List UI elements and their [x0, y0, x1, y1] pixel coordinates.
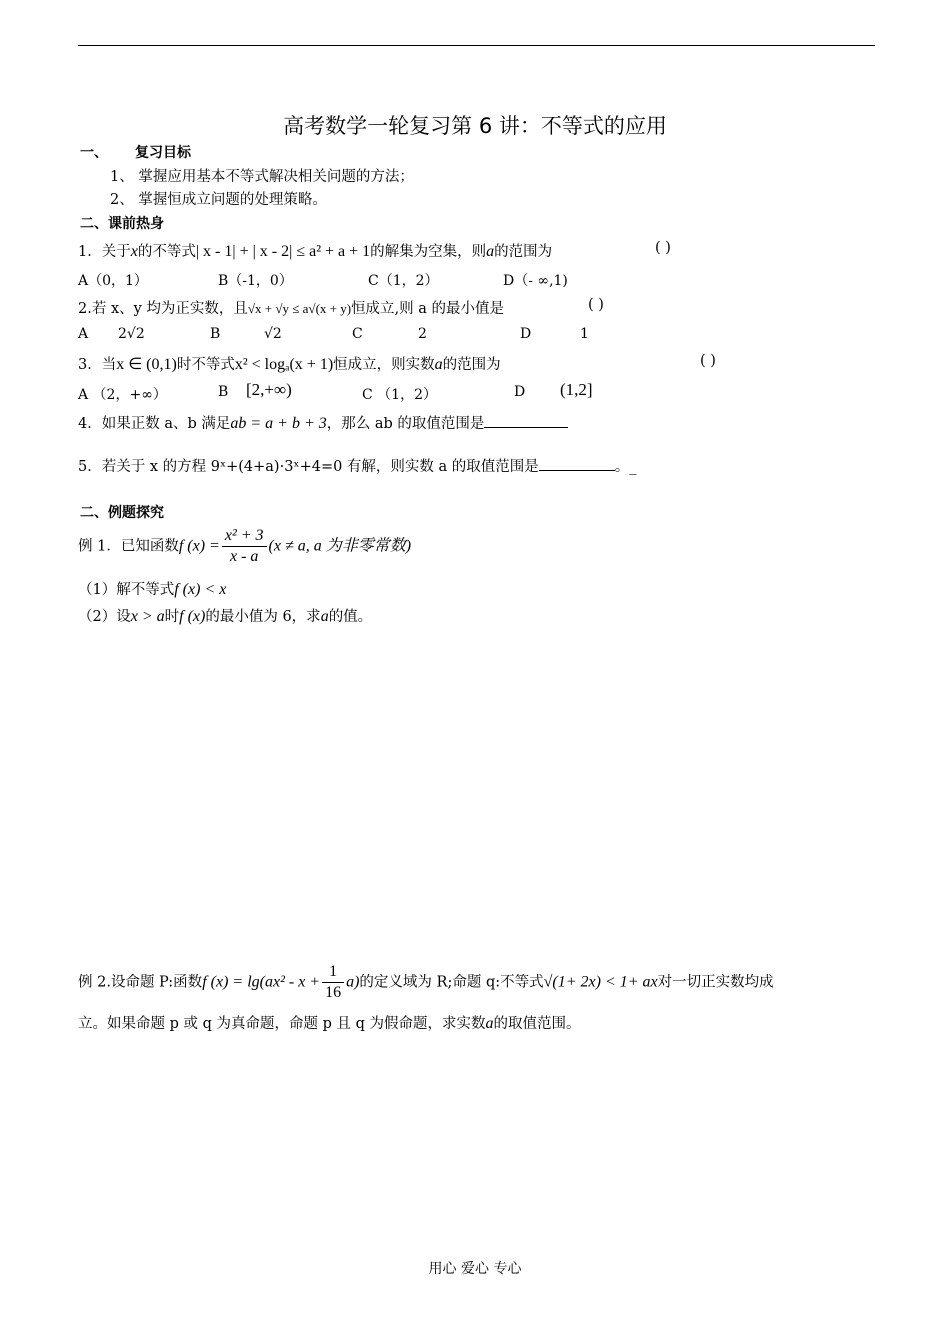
- q3-option-d-value: (1,2]: [560, 380, 593, 399]
- ex1-p2-expression: f (x): [179, 608, 206, 625]
- question-5: [78, 455, 637, 476]
- ex1-p2-condition: x > a: [130, 608, 165, 625]
- q2-option-b-value: √2: [264, 326, 282, 342]
- q1-var-x: x: [130, 243, 138, 260]
- section-3-heading: 二、例题探究: [80, 505, 164, 521]
- ex2-inequality: √(1+ 2x) < 1+ ax: [543, 973, 658, 991]
- q2-option-b-label: B: [210, 326, 221, 342]
- ex2-mid: 的定义域为 R;命题 q:不等式: [359, 974, 544, 991]
- q3-prefix: 3．当: [78, 357, 117, 373]
- q2-answer-paren: ( ): [588, 297, 604, 313]
- q2-option-a-label: A: [78, 326, 89, 342]
- q3-option-d-label: D: [514, 384, 526, 400]
- q2-option-c-value: 2: [418, 326, 427, 342]
- q1-answer-paren: ( ): [655, 240, 671, 256]
- question-2: [78, 297, 504, 318]
- q2-inequality: √x + √y ≤ a√(x + y): [247, 301, 352, 316]
- q1-suffix2: 的范围为: [494, 244, 553, 260]
- q1-prefix: 1．关于: [78, 244, 131, 260]
- ex1-condition: (x ≠ a, a 为非零常数): [268, 537, 412, 555]
- q5-answer-blank: [539, 470, 615, 471]
- header-rule: [78, 45, 875, 46]
- q3-suffix1: 恒成立，则实数: [333, 357, 435, 373]
- ex1-p2-end: 的值。: [328, 609, 373, 625]
- q1-var-a: a: [486, 243, 495, 260]
- q2-option-a-value: 2√2: [118, 326, 145, 342]
- q1-mid: 的不等式: [137, 244, 196, 260]
- ex1-p2-suffix: 的最小值为 6，求: [205, 609, 321, 625]
- q3-option-a: A （2，+∞）: [78, 387, 167, 403]
- q3-inequality: x² < logₐ(x + 1): [234, 356, 334, 373]
- ex2-frac-denominator: 16: [325, 984, 342, 1001]
- example-1-part-2: [78, 605, 372, 626]
- q1-option-a: A（0，1）: [78, 273, 148, 289]
- question-3: [78, 353, 501, 374]
- q3-mid: 时不等式: [176, 357, 235, 373]
- q1-suffix1: 的解集为空集，则: [370, 244, 487, 260]
- ex1-fraction: [222, 526, 267, 567]
- q4-suffix: ，那么 ab 的取值范围是: [326, 416, 485, 432]
- ex2-frac-numerator: 1: [322, 962, 344, 983]
- ex1-prefix: 例 1．已知函数: [78, 538, 179, 555]
- q2-prefix: 2.若 x、y 均为正实数，且: [78, 301, 248, 317]
- q1-option-b: B（-1，0）: [218, 273, 293, 289]
- ex1-denominator: x - a: [229, 548, 259, 565]
- ex2-suffix: 对一切正实数均成: [657, 974, 774, 991]
- ex1-p1-expression: f (x) < x: [174, 581, 227, 598]
- q2-option-d-label: D: [520, 326, 532, 342]
- ex2-line2: 立。如果命题 p 或 q 为真命题，命题 p 且 q 为假命题，求实数: [78, 1016, 486, 1032]
- example-1: [78, 526, 411, 567]
- q4-equation: ab = a + b + 3: [230, 415, 327, 432]
- question-4: [78, 412, 568, 433]
- ex1-p2-mid: 时: [164, 609, 180, 625]
- q2-option-c-label: C: [352, 326, 363, 342]
- q3-answer-paren: ( ): [700, 353, 716, 369]
- page-title: 高考数学一轮复习第 6 讲：不等式的应用: [283, 114, 667, 138]
- goal-2: 2、 掌握恒成立问题的处理策略。: [110, 192, 327, 208]
- ex2-function-end: a): [346, 973, 360, 991]
- q3-condition: x ∈ (0,1): [116, 356, 177, 373]
- q3-option-c: C （1，2）: [362, 387, 437, 403]
- q1-option-c: C（1，2）: [368, 273, 439, 289]
- q4-answer-blank: [484, 427, 568, 428]
- q1-option-d: D（- ∞,1): [503, 273, 568, 289]
- q3-option-b-label: B: [218, 384, 229, 400]
- q5-text: 5．若关于 x 的方程 9ˣ+(4+a)·3ˣ+4=0 有解，则实数 a 的取值范围是: [78, 459, 539, 475]
- ex1-numerator: x² + 3: [222, 526, 267, 547]
- example-2-line-2: [78, 1012, 581, 1033]
- ex2-fraction: [322, 962, 344, 1003]
- q4-prefix: 4．如果正数 a、b 满足: [78, 416, 231, 432]
- ex1-p2-var: a: [320, 608, 329, 625]
- ex1-p2-prefix: （2）设: [78, 609, 131, 625]
- section-1-heading: 复习目标: [135, 145, 191, 161]
- ex1-lhs: f (x) =: [178, 537, 220, 555]
- q3-option-b-value: [2,+∞): [246, 380, 292, 399]
- ex2-function: f (x) = lg(ax² - x +: [202, 973, 321, 991]
- ex2-line2-end: 的取值范围。: [493, 1016, 581, 1032]
- goal-1: 1、 掌握应用基本不等式解决相关问题的方法；: [110, 169, 414, 185]
- page-footer: 用心 爱心 专心: [428, 1261, 522, 1277]
- q2-option-d-value: 1: [580, 326, 589, 342]
- ex2-line2-var: a: [485, 1015, 494, 1032]
- section-1-number: 一、: [80, 145, 108, 161]
- example-1-part-1: [78, 578, 226, 599]
- q2-suffix: 恒成立,则 a 的最小值是: [351, 301, 505, 317]
- example-2: [78, 962, 774, 1003]
- ex2-prefix: 例 2.设命题 P:函数: [78, 974, 203, 991]
- section-2-heading: 二、课前热身: [80, 216, 164, 232]
- question-1: [78, 240, 552, 261]
- ex1-p1-prefix: （1）解不等式: [78, 582, 175, 598]
- q5-suffix: 。_: [614, 459, 637, 475]
- q3-var-a: a: [434, 356, 443, 373]
- q3-suffix2: 的范围为: [442, 357, 501, 373]
- q1-expression: | x - 1| + | x - 2| ≤ a² + a + 1: [195, 243, 371, 260]
